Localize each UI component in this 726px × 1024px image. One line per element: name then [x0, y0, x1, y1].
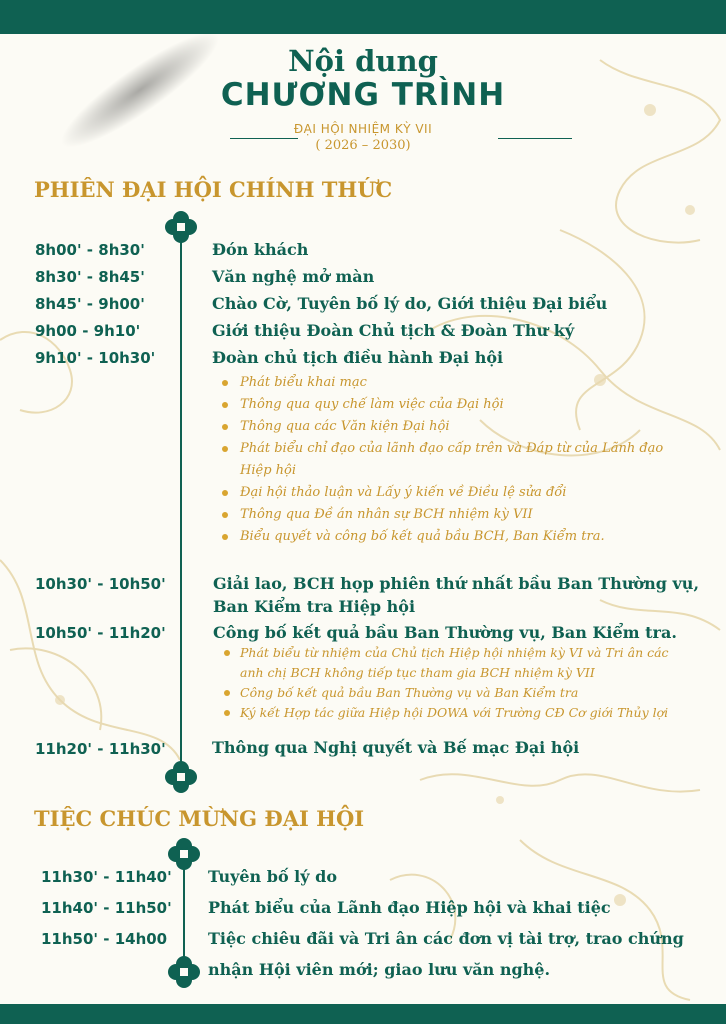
time-slot: 11h50' - 14h00	[41, 930, 168, 948]
section-title-celebration: TIỆC CHÚC MỪNG ĐẠI HỘI	[34, 806, 365, 831]
list-item: Ký kết Hợp tác giữa Hiệp hội DOWA với Trường CĐ Cơ giới Thủy lợi	[220, 703, 669, 723]
timeline-node-icon	[165, 211, 197, 243]
activity-continuation: nhận Hội viên mới; giao lưu văn nghệ.	[208, 960, 551, 979]
timeline-line	[180, 232, 182, 772]
list-item: Phát biểu từ nhiệm của Chủ tịch Hiệp hội nhiệm kỳ VI và Tri ân các	[220, 643, 669, 663]
timeline-node-icon	[168, 838, 200, 870]
time-slot: 8h45' - 9h00'	[35, 295, 145, 313]
timeline-line	[183, 860, 185, 970]
time-slot: 9h00 - 9h10'	[35, 322, 141, 340]
activity: Tuyên bố lý do	[208, 867, 337, 886]
list-item: Công bố kết quả bầu Ban Thường vụ và Ban Kiểm tra	[220, 683, 669, 703]
activity: Đoàn chủ tịch điều hành Đại hội	[212, 348, 504, 367]
list-item: Thông qua quy chế làm việc của Đại hội	[218, 394, 663, 416]
time-slot: 8h00' - 8h30'	[35, 241, 145, 259]
activity: Tiệc chiêu đãi và Tri ân các đơn vị tài trợ, trao chứng	[208, 929, 684, 948]
timeline-node-icon	[168, 956, 200, 988]
title-line-1: Nội dung	[288, 44, 438, 78]
activity: Giải lao, BCH họp phiên thứ nhất bầu Ban Thường vụ,	[213, 574, 700, 593]
activity: Giới thiệu Đoàn Chủ tịch & Đoàn Thư ký	[212, 321, 575, 340]
list-item: Thông qua các Văn kiện Đại hội	[218, 416, 663, 438]
activity: Văn nghệ mở màn	[212, 267, 375, 286]
activity: Thông qua Nghị quyết và Bế mạc Đại hội	[212, 738, 580, 757]
time-slot: 9h10' - 10h30'	[35, 349, 156, 367]
subtitle: ĐẠI HỘI NHIỆM KỲ VII	[293, 122, 433, 136]
timeline-node-icon	[165, 761, 197, 793]
bottom-band	[0, 1004, 726, 1024]
activity-continuation: Ban Kiểm tra Hiệp hội	[213, 597, 416, 616]
sub-items-list	[218, 372, 663, 548]
list-item: Đại hội thảo luận và Lấy ý kiến về Điều lệ sửa đổi	[218, 482, 663, 504]
activity: Đón khách	[212, 240, 309, 259]
time-slot: 11h30' - 11h40'	[41, 868, 172, 886]
time-slot: 8h30' - 8h45'	[35, 268, 145, 286]
time-slot: 10h30' - 10h50'	[35, 575, 166, 593]
activity: Công bố kết quả bầu Ban Thường vụ, Ban Kiểm tra.	[213, 623, 677, 642]
list-item: Phát biểu khai mạc	[218, 372, 663, 394]
time-slot: 11h40' - 11h50'	[41, 899, 172, 917]
list-item: Phát biểu chỉ đạo của lãnh đạo cấp trên và Đáp từ của Lãnh đạo	[218, 438, 663, 460]
time-slot: 11h20' - 11h30'	[35, 740, 166, 758]
title-line-2: CHƯƠNG TRÌNH	[220, 77, 506, 113]
list-item-continuation: Hiệp hội	[240, 463, 296, 478]
time-slot: 10h50' - 11h20'	[35, 624, 166, 642]
term-years: ( 2026 – 2030)	[315, 138, 411, 153]
list-item: Thông qua Đề án nhân sự BCH nhiệm kỳ VII	[218, 504, 663, 526]
section-title-official-session: PHIÊN ĐẠI HỘI CHÍNH THỨC	[34, 177, 393, 202]
sub-items-list	[220, 643, 669, 723]
activity: Phát biểu của Lãnh đạo Hiệp hội và khai tiệc	[208, 898, 611, 917]
activity: Chào Cờ, Tuyên bố lý do, Giới thiệu Đại biểu	[212, 294, 608, 313]
list-item: Biểu quyết và công bố kết quả bầu BCH, Ban Kiểm tra.	[218, 526, 663, 548]
list-item-continuation: anh chị BCH không tiếp tục tham gia BCH nhiệm kỳ VII	[240, 665, 595, 680]
